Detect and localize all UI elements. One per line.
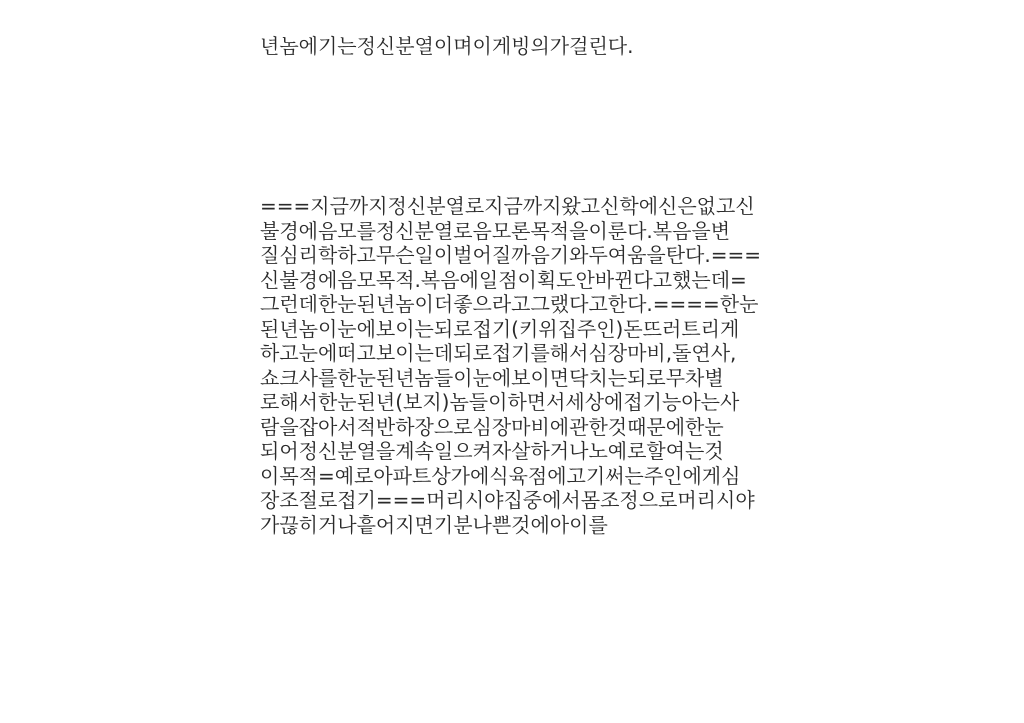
- text-line: 가끊히거나흩어지면기분나쁜것에아이를: [260, 512, 608, 537]
- text-line: 되어정신분열을계속일으켜자살하거나노예로할여는것: [260, 439, 724, 463]
- text-line: 람을잡아서적반하장으로심장마비에관한것때문에한눈: [260, 414, 724, 439]
- text-line: 이목적=예로아파트상가에식육점에고기써는주인에게심: [260, 463, 741, 488]
- text-line: ===지금까지정신분열로지금까지왔고신학에신은없고신: [260, 194, 755, 218]
- text-line: 쇼크사를한눈된년놈들이눈에보이면닥치는되로무차별: [260, 365, 724, 390]
- page-heading: 년놈에기는정신분열이며이게빙의가걸린다.: [260, 34, 634, 58]
- body-paragraph: [260, 194, 780, 537]
- text-line: 된년놈이눈에보이는되로접기(키위집주인)돈뜨러트리게: [260, 316, 740, 341]
- text-line: 하고눈에떠고보이는데되로접기를해서심장마비,돌연사,: [260, 341, 737, 365]
- text-line: 불경에음모를정신분열로음모론목적을이룬다.복음을변: [260, 218, 731, 243]
- text-line: 로해서한눈된년(보지)놈들이하면서세상에접기능아는사: [260, 390, 740, 414]
- text-line: 장조절로접기===머리시야집중에서몸조정으로머리시야: [260, 488, 755, 512]
- text-line: 신불경에음모목적.복음에일점이획도안바뀐다고했는데=: [260, 267, 747, 292]
- text-line: 그런데한눈된년놈이더좋으라고그랬다고한다.====한눈: [260, 292, 759, 316]
- text-line: 질심리학하고무슨일이벌어질까음기와두여움을탄다.===: [260, 243, 761, 267]
